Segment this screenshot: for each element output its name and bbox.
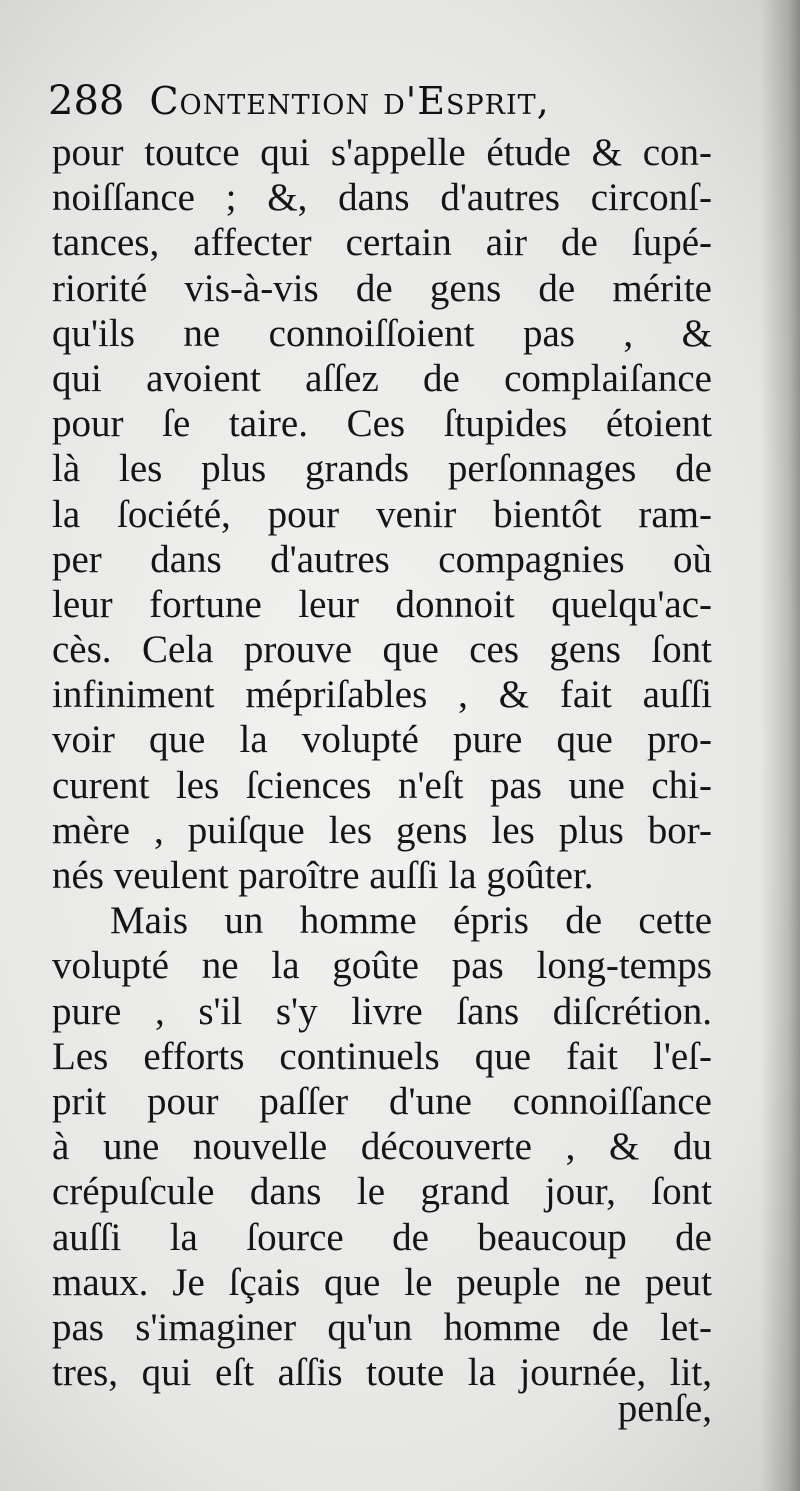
page-header bbox=[48, 78, 728, 134]
text-line: pour ſe taire. Ces ſtupides étoient bbox=[52, 402, 712, 446]
body-text bbox=[52, 130, 712, 1395]
text-line: prit pour paſſer d'une connoiſſance bbox=[52, 1079, 712, 1123]
text-line: auſſi la ſource de beaucoup de bbox=[52, 1215, 712, 1259]
text-line: noiſſance ; &, dans d'autres circonſ- bbox=[52, 176, 712, 220]
text-line: à une nouvelle découverte , & du bbox=[52, 1125, 712, 1169]
text-line: tres, qui eſt aſſis toute la journée, lit, bbox=[52, 1351, 712, 1395]
text-line: là les plus grands perſonnages de bbox=[52, 447, 712, 491]
text-line: riorité vis-à-vis de gens de mérite bbox=[52, 266, 712, 310]
text-line: infiniment mépriſables , & fait auſſi bbox=[52, 673, 712, 717]
catchword: penſe, bbox=[617, 1387, 712, 1430]
text-line: crépuſcule dans le grand jour, ſont bbox=[52, 1170, 712, 1214]
text-line: volupté ne la goûte pas long-temps bbox=[52, 944, 712, 988]
text-line: pour toutce qui s'appelle étude & con- bbox=[52, 131, 712, 174]
text-line: la ſociété, pour venir bientôt ram- bbox=[52, 492, 712, 536]
running-title: Contention d'Esprit, bbox=[149, 79, 550, 123]
text-line: Les efforts continuels que fait l'eſ- bbox=[52, 1034, 712, 1078]
paragraph-end-line: nés veulent paroître auſſi la goûter. bbox=[52, 854, 594, 897]
text-line: per dans d'autres compagnies où bbox=[52, 537, 712, 581]
text-line: qui avoient aſſez de complaiſance bbox=[52, 356, 712, 400]
paragraph-start-line: Mais un homme épris de cette bbox=[110, 899, 712, 943]
text-line: cès. Cela prouve que ces gens ſont bbox=[52, 628, 712, 672]
text-line: curent les ſciences n'eſt pas une chi- bbox=[52, 763, 712, 807]
text-line: leur fortune leur donnoit quelqu'ac- bbox=[52, 582, 712, 626]
page-number: 288 bbox=[48, 78, 125, 124]
text-line: maux. Je ſçais que le peuple ne peut bbox=[52, 1260, 712, 1304]
text-line: tances, affecter certain air de ſupé- bbox=[52, 221, 712, 265]
text-line: mère , puiſque les gens les plus bor- bbox=[52, 808, 712, 852]
text-line: voir que la volupté pure que pro- bbox=[52, 718, 712, 762]
text-line: pure , s'il s'y livre ſans diſcrétion. bbox=[52, 989, 712, 1033]
text-line: pas s'imaginer qu'un homme de let- bbox=[52, 1305, 712, 1349]
page-gutter-shadow bbox=[760, 0, 800, 1491]
text-line: qu'ils ne connoiſſoient pas , & bbox=[52, 311, 712, 355]
